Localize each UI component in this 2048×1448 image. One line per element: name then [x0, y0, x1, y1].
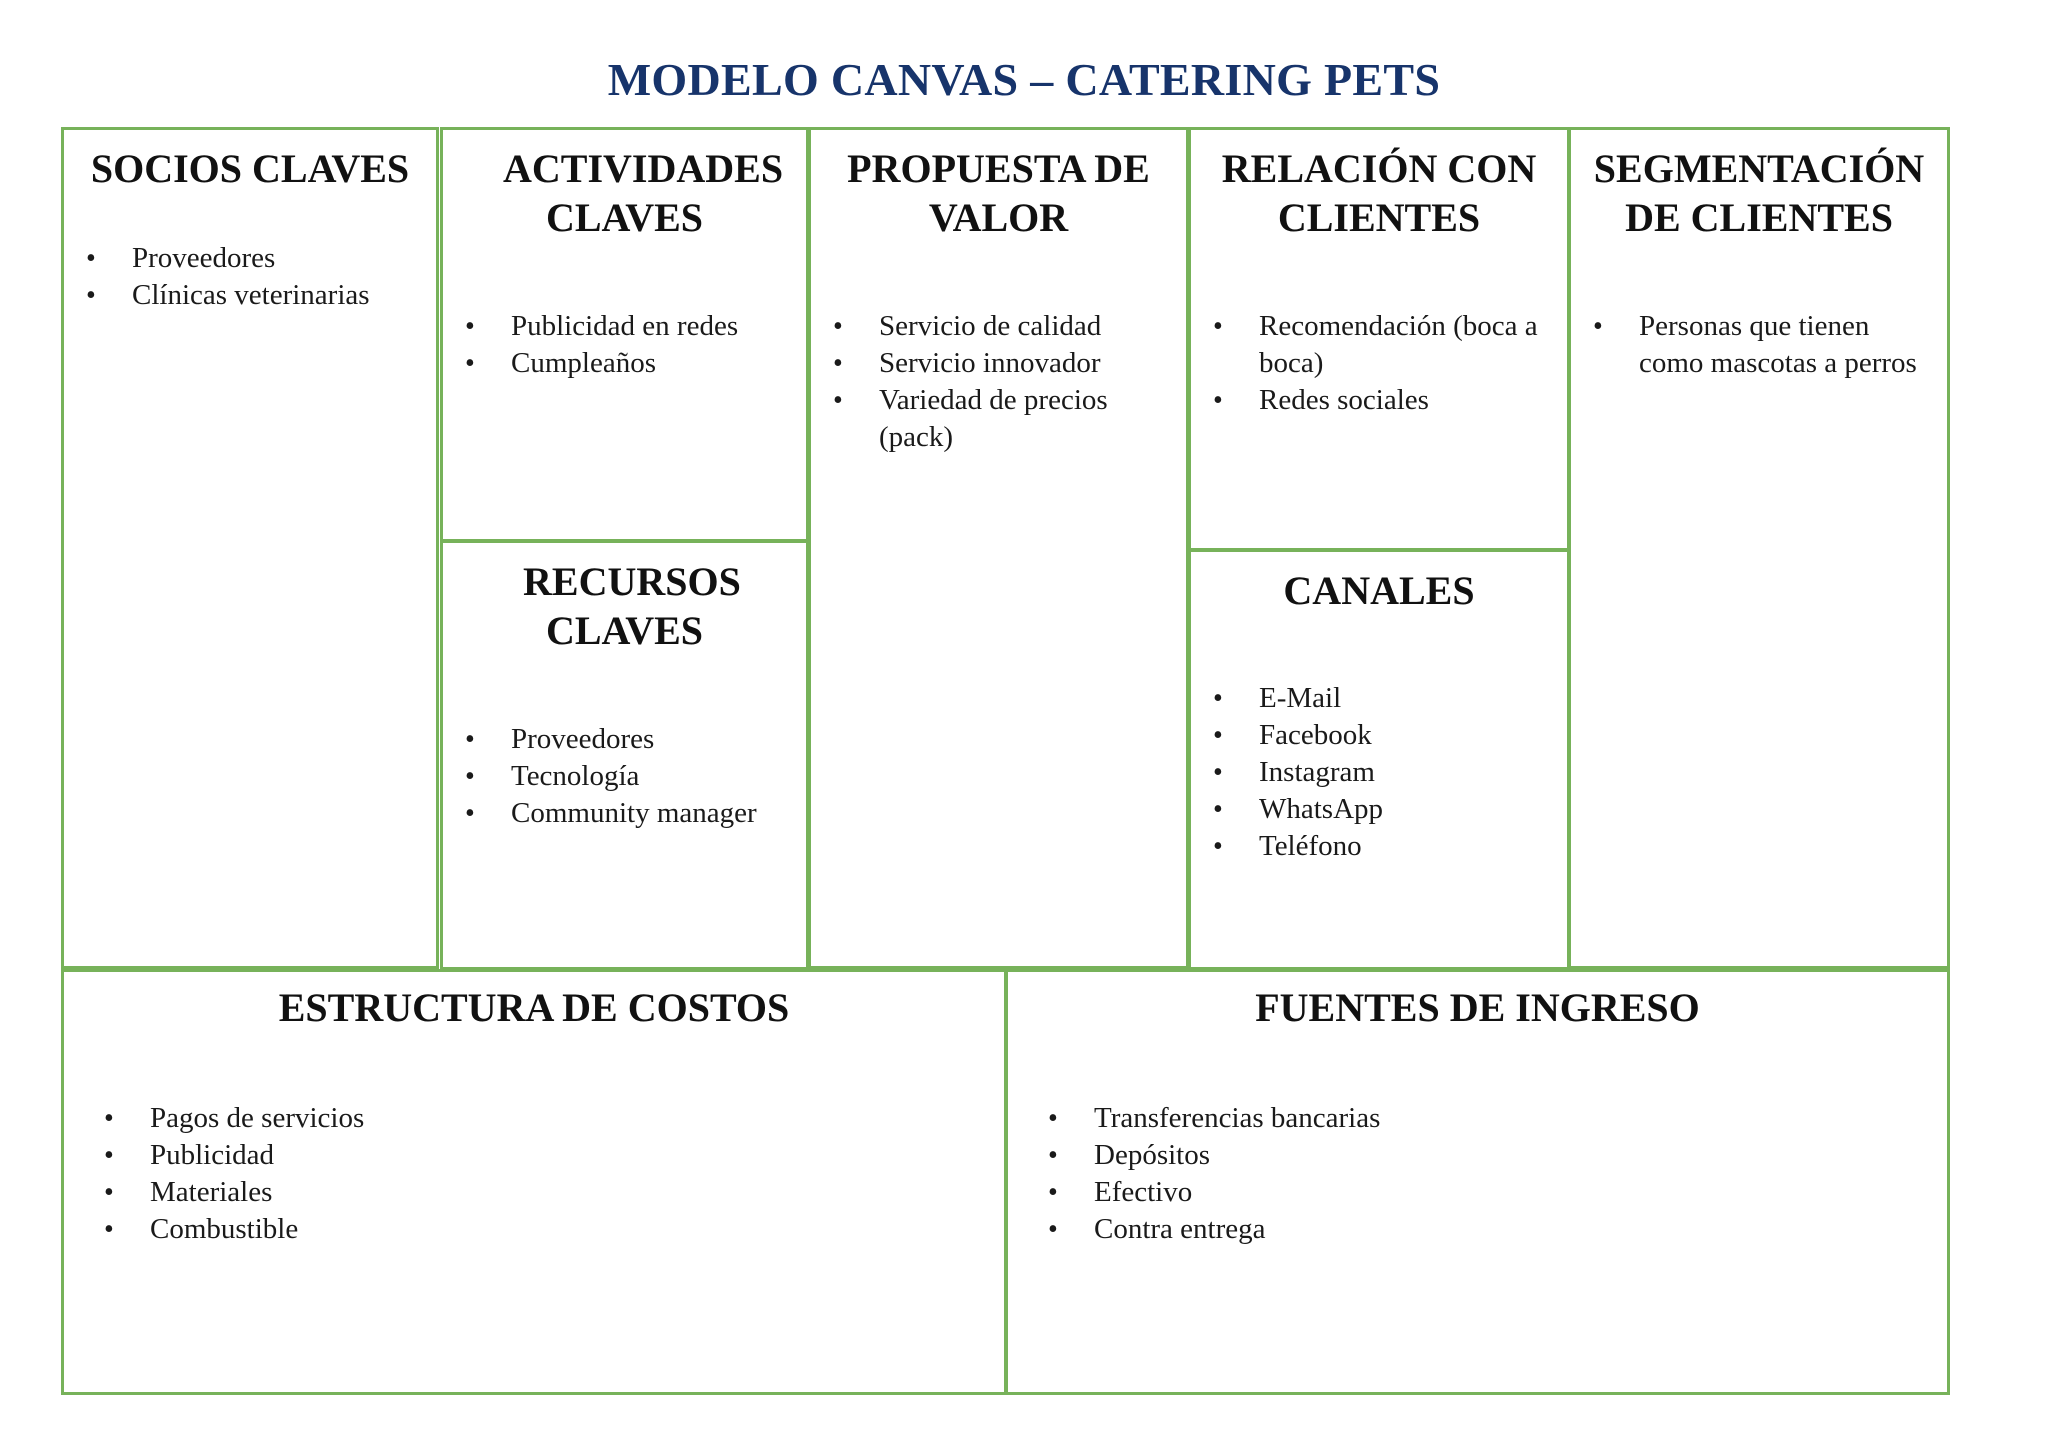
list-item: • Variedad de precios (pack) [833, 384, 1108, 453]
bullet-icon: • [104, 1103, 114, 1134]
list-item: • Instagram [1213, 754, 1548, 791]
block-heading: RELACIÓN CON CLIENTES [1221, 146, 1537, 240]
bullet-icon: • [833, 348, 843, 379]
block-segmentacion-de-clientes [1568, 127, 1950, 969]
bullet-icon: • [104, 1214, 114, 1245]
block-list [465, 308, 795, 382]
block-list [833, 308, 1173, 456]
list-item: • Pagos de servicios [104, 1100, 704, 1137]
bullet-icon: • [1213, 757, 1223, 788]
bullet-icon: • [833, 311, 843, 342]
page-title: MODELO CANVAS – CATERING PETS [607, 54, 1441, 105]
block-list [1213, 680, 1548, 865]
block-list [86, 240, 426, 314]
list-item: • Materiales [104, 1174, 704, 1211]
bullet-icon: • [1213, 831, 1223, 862]
block-canales [1188, 549, 1570, 970]
bullet-icon: • [465, 798, 475, 829]
block-list [104, 1100, 704, 1248]
bullet-icon: • [1213, 720, 1223, 751]
list-item: • Cumpleaños [465, 345, 795, 382]
block-recursos-claves [440, 540, 809, 970]
bullet-icon: • [1048, 1140, 1058, 1171]
block-heading: PROPUESTA DE VALOR [847, 146, 1150, 240]
list-item: • Community manager [465, 795, 795, 832]
list-item: • Transferencias bancarias [1048, 1100, 1648, 1137]
block-fuentes-de-ingreso [1005, 969, 1950, 1395]
block-list [1593, 308, 1923, 382]
block-estructura-de-costos [61, 969, 1007, 1395]
bullet-icon: • [1048, 1177, 1058, 1208]
bullet-icon: • [1213, 385, 1223, 416]
list-item: • Publicidad en redes [465, 308, 795, 345]
bullet-icon: • [833, 385, 843, 416]
list-item: • Servicio innovador [833, 345, 1173, 382]
bullet-icon: • [1593, 311, 1603, 342]
bullet-icon: • [104, 1140, 114, 1171]
list-item: • Redes sociales [1213, 382, 1548, 419]
list-item: • Contra entrega [1048, 1211, 1648, 1248]
bullet-icon: • [465, 761, 475, 792]
block-heading: ESTRUCTURA DE COSTOS [278, 985, 790, 1030]
block-heading: SOCIOS CLAVES [90, 146, 410, 191]
bullet-icon: • [1213, 794, 1223, 825]
bullet-icon: • [1213, 683, 1223, 714]
list-item: • Recomendación (boca a boca) [1213, 310, 1538, 379]
bullet-icon: • [465, 724, 475, 755]
block-heading: FUENTES DE INGRESO [1255, 985, 1700, 1030]
list-item: • Combustible [104, 1211, 704, 1248]
block-heading: ACTIVIDADES CLAVES [503, 146, 784, 240]
bullet-icon: • [1048, 1103, 1058, 1134]
block-relacion-con-clientes [1188, 127, 1570, 551]
list-item: • WhatsApp [1213, 791, 1548, 828]
bullet-icon: • [1048, 1214, 1058, 1245]
list-item: • Clínicas veterinarias [86, 277, 426, 314]
bullet-icon: • [86, 243, 96, 274]
block-list [1213, 308, 1548, 419]
block-list [1048, 1100, 1648, 1248]
block-list [465, 721, 795, 832]
bullet-icon: • [465, 311, 475, 342]
bullet-icon: • [104, 1177, 114, 1208]
list-item: • E-Mail [1213, 680, 1548, 717]
list-item: • Depósitos [1048, 1137, 1648, 1174]
list-item: • Teléfono [1213, 828, 1548, 865]
list-item: • Tecnología [465, 758, 795, 795]
block-socios-claves [61, 127, 439, 969]
list-item: • Efectivo [1048, 1174, 1648, 1211]
bullet-icon: • [465, 348, 475, 379]
list-item: • Personas que tienen como mascotas a perros [1593, 310, 1917, 379]
list-item: • Publicidad [104, 1137, 704, 1174]
list-item: • Proveedores [86, 240, 426, 277]
bullet-icon: • [1213, 311, 1223, 342]
list-item: • Facebook [1213, 717, 1548, 754]
list-item: • Proveedores [465, 721, 795, 758]
block-heading: SEGMENTACIÓN DE CLIENTES [1593, 146, 1925, 240]
list-item: • Servicio de calidad [833, 308, 1173, 345]
bullet-icon: • [86, 280, 96, 311]
block-actividades-claves [440, 127, 809, 542]
block-heading: CANALES [1283, 568, 1475, 613]
block-propuesta-de-valor [808, 127, 1189, 969]
block-heading: RECURSOS CLAVES [523, 559, 741, 653]
